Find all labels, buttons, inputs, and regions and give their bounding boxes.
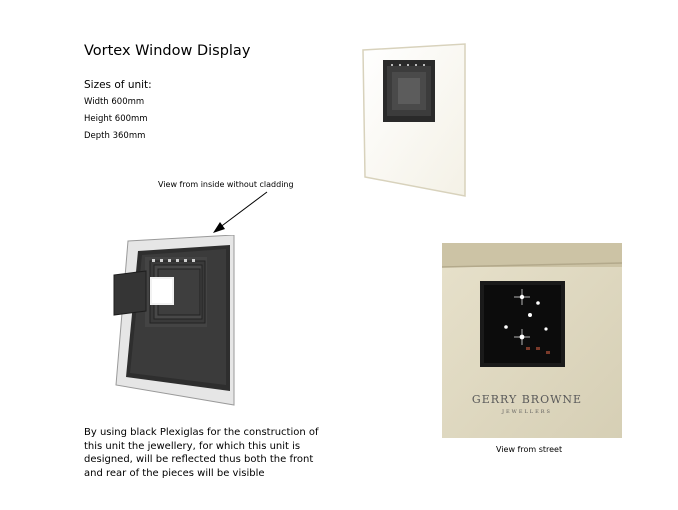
height-spec: Height 600mm bbox=[84, 114, 148, 124]
sizes-heading: Sizes of unit: bbox=[84, 79, 152, 91]
front-render-image bbox=[355, 40, 470, 200]
brand-subtext: JEWELLERS bbox=[502, 409, 552, 415]
brand-text: GERRY BROWNE bbox=[471, 393, 583, 406]
width-spec: Width 600mm bbox=[84, 97, 145, 107]
street-photo-image bbox=[442, 243, 622, 438]
inside-render-image bbox=[100, 235, 240, 410]
inside-view-caption: View from inside without cladding bbox=[158, 180, 294, 189]
page-title: Vortex Window Display bbox=[84, 43, 251, 59]
street-view-caption: View from street bbox=[496, 445, 563, 454]
depth-spec: Depth 360mm bbox=[84, 131, 146, 141]
description-text: By using black Plexiglas for the construction of this unit the jewellery, for which this unit is designed, will be reflected thus both the front and rear of the pieces will be visible bbox=[84, 427, 319, 479]
arrow-icon bbox=[205, 188, 275, 238]
